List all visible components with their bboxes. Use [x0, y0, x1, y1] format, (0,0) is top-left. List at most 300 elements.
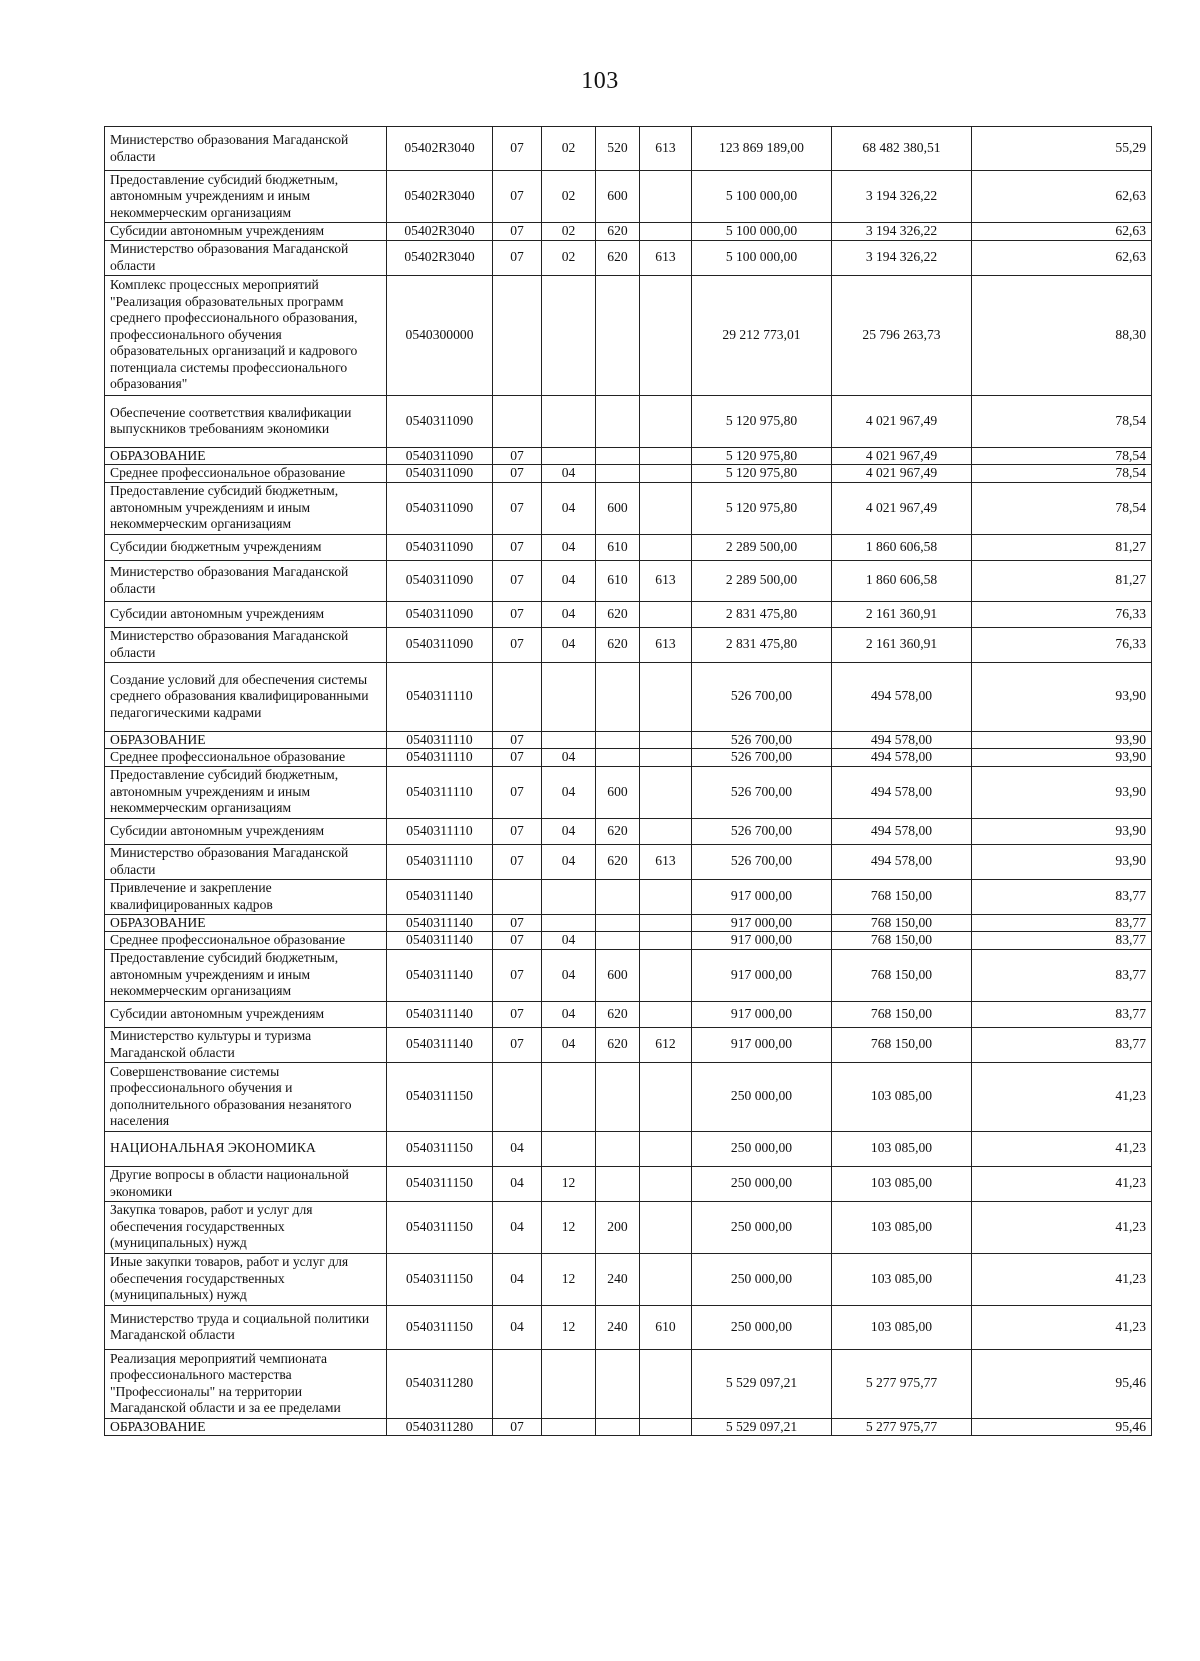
- subsection-cell: 04: [542, 749, 596, 767]
- actual-amount-cell: 768 150,00: [832, 879, 972, 914]
- section-cell: 07: [493, 447, 542, 465]
- planned-amount-cell: 917 000,00: [692, 932, 832, 950]
- main-administrator-cell: 613: [640, 627, 692, 662]
- execution-percent-cell: 78,54: [972, 447, 1152, 465]
- main-administrator-cell: [640, 275, 692, 395]
- execution-percent-cell: 83,77: [972, 879, 1152, 914]
- row-name-cell: Среднее профессиональное образование: [105, 749, 387, 767]
- planned-amount-cell: 250 000,00: [692, 1305, 832, 1349]
- actual-amount-cell: 4 021 967,49: [832, 395, 972, 447]
- actual-amount-cell: 103 085,00: [832, 1201, 972, 1253]
- execution-percent-cell: 76,33: [972, 601, 1152, 627]
- execution-percent-cell: 41,23: [972, 1062, 1152, 1131]
- expense-type-cell: [596, 1131, 640, 1166]
- section-cell: 07: [493, 627, 542, 662]
- actual-amount-cell: 68 482 380,51: [832, 127, 972, 171]
- main-administrator-cell: [640, 482, 692, 534]
- execution-percent-cell: 93,90: [972, 662, 1152, 731]
- actual-amount-cell: 4 021 967,49: [832, 465, 972, 483]
- table-row: [105, 482, 1152, 534]
- planned-amount-cell: 5 120 975,80: [692, 447, 832, 465]
- table-row: [105, 1305, 1152, 1349]
- expense-type-cell: [596, 1166, 640, 1201]
- target-article-cell: 0540311090: [387, 601, 493, 627]
- execution-percent-cell: 41,23: [972, 1253, 1152, 1305]
- planned-amount-cell: 526 700,00: [692, 844, 832, 879]
- actual-amount-cell: 2 161 360,91: [832, 601, 972, 627]
- section-cell: 04: [493, 1201, 542, 1253]
- target-article-cell: 0540311140: [387, 932, 493, 950]
- row-name-cell: ОБРАЗОВАНИЕ: [105, 731, 387, 749]
- table-row: [105, 627, 1152, 662]
- subsection-cell: 04: [542, 627, 596, 662]
- target-article-cell: 05402R3040: [387, 127, 493, 171]
- planned-amount-cell: 5 100 000,00: [692, 223, 832, 241]
- planned-amount-cell: 526 700,00: [692, 662, 832, 731]
- table-row: [105, 766, 1152, 818]
- main-administrator-cell: [640, 223, 692, 241]
- table-row: [105, 534, 1152, 560]
- section-cell: 07: [493, 127, 542, 171]
- table-row: [105, 171, 1152, 223]
- section-cell: 07: [493, 766, 542, 818]
- section-cell: 07: [493, 171, 542, 223]
- execution-percent-cell: 55,29: [972, 127, 1152, 171]
- planned-amount-cell: 526 700,00: [692, 731, 832, 749]
- row-name-cell: Субсидии бюджетным учреждениям: [105, 534, 387, 560]
- actual-amount-cell: 3 194 326,22: [832, 171, 972, 223]
- target-article-cell: 0540311150: [387, 1166, 493, 1201]
- planned-amount-cell: 123 869 189,00: [692, 127, 832, 171]
- subsection-cell: 02: [542, 171, 596, 223]
- expense-type-cell: [596, 731, 640, 749]
- planned-amount-cell: 526 700,00: [692, 749, 832, 767]
- main-administrator-cell: [640, 395, 692, 447]
- target-article-cell: 0540311110: [387, 749, 493, 767]
- main-administrator-cell: [640, 1349, 692, 1418]
- actual-amount-cell: 25 796 263,73: [832, 275, 972, 395]
- main-administrator-cell: 613: [640, 240, 692, 275]
- section-cell: 07: [493, 1418, 542, 1436]
- execution-percent-cell: 78,54: [972, 395, 1152, 447]
- target-article-cell: 0540311090: [387, 627, 493, 662]
- subsection-cell: [542, 447, 596, 465]
- row-name-cell: Предоставление субсидий бюджетным, автономным учреждениям и иным некоммерческим организациям: [105, 766, 387, 818]
- subsection-cell: 04: [542, 560, 596, 601]
- actual-amount-cell: 5 277 975,77: [832, 1349, 972, 1418]
- row-name-cell: Предоставление субсидий бюджетным, автономным учреждениям и иным некоммерческим организациям: [105, 482, 387, 534]
- expense-type-cell: [596, 465, 640, 483]
- actual-amount-cell: 3 194 326,22: [832, 240, 972, 275]
- subsection-cell: 02: [542, 223, 596, 241]
- planned-amount-cell: 917 000,00: [692, 1001, 832, 1027]
- actual-amount-cell: 4 021 967,49: [832, 482, 972, 534]
- table-row: [105, 395, 1152, 447]
- row-name-cell: Министерство образования Магаданской области: [105, 560, 387, 601]
- execution-percent-cell: 95,46: [972, 1349, 1152, 1418]
- row-name-cell: НАЦИОНАЛЬНАЯ ЭКОНОМИКА: [105, 1131, 387, 1166]
- subsection-cell: [542, 275, 596, 395]
- table-row: [105, 1253, 1152, 1305]
- row-name-cell: Субсидии автономным учреждениям: [105, 1001, 387, 1027]
- table-row: [105, 240, 1152, 275]
- expense-type-cell: 600: [596, 949, 640, 1001]
- section-cell: 07: [493, 914, 542, 932]
- target-article-cell: 0540311140: [387, 949, 493, 1001]
- row-name-cell: Реализация мероприятий чемпионата профессионального мастерства "Профессионалы" на территории Магаданской области и за ее пределами: [105, 1349, 387, 1418]
- section-cell: 07: [493, 560, 542, 601]
- expense-type-cell: [596, 662, 640, 731]
- expense-type-cell: 240: [596, 1253, 640, 1305]
- target-article-cell: 0540311280: [387, 1349, 493, 1418]
- section-cell: [493, 662, 542, 731]
- section-cell: 07: [493, 465, 542, 483]
- execution-percent-cell: 62,63: [972, 223, 1152, 241]
- expense-type-cell: [596, 914, 640, 932]
- expense-type-cell: 600: [596, 766, 640, 818]
- actual-amount-cell: 494 578,00: [832, 844, 972, 879]
- subsection-cell: 04: [542, 949, 596, 1001]
- main-administrator-cell: 612: [640, 1027, 692, 1062]
- target-article-cell: 0540300000: [387, 275, 493, 395]
- section-cell: 07: [493, 818, 542, 844]
- table-row: [105, 844, 1152, 879]
- expense-type-cell: 620: [596, 818, 640, 844]
- execution-percent-cell: 93,90: [972, 731, 1152, 749]
- table-row: [105, 879, 1152, 914]
- planned-amount-cell: 5 120 975,80: [692, 482, 832, 534]
- target-article-cell: 0540311090: [387, 482, 493, 534]
- expense-type-cell: [596, 1062, 640, 1131]
- target-article-cell: 0540311140: [387, 914, 493, 932]
- section-cell: 04: [493, 1131, 542, 1166]
- budget-execution-table: [104, 126, 1152, 1436]
- main-administrator-cell: [640, 171, 692, 223]
- planned-amount-cell: 526 700,00: [692, 766, 832, 818]
- row-name-cell: Привлечение и закрепление квалифицированных кадров: [105, 879, 387, 914]
- table-row: [105, 447, 1152, 465]
- expense-type-cell: [596, 275, 640, 395]
- section-cell: 07: [493, 731, 542, 749]
- main-administrator-cell: [640, 766, 692, 818]
- main-administrator-cell: 610: [640, 1305, 692, 1349]
- row-name-cell: ОБРАЗОВАНИЕ: [105, 914, 387, 932]
- section-cell: 07: [493, 949, 542, 1001]
- subsection-cell: [542, 662, 596, 731]
- row-name-cell: Закупка товаров, работ и услуг для обеспечения государственных (муниципальных) нужд: [105, 1201, 387, 1253]
- section-cell: [493, 1062, 542, 1131]
- subsection-cell: 04: [542, 1001, 596, 1027]
- expense-type-cell: 240: [596, 1305, 640, 1349]
- subsection-cell: 04: [542, 465, 596, 483]
- section-cell: 07: [493, 601, 542, 627]
- target-article-cell: 0540311140: [387, 879, 493, 914]
- row-name-cell: ОБРАЗОВАНИЕ: [105, 447, 387, 465]
- row-name-cell: Среднее профессиональное образование: [105, 932, 387, 950]
- actual-amount-cell: 494 578,00: [832, 766, 972, 818]
- subsection-cell: [542, 731, 596, 749]
- execution-percent-cell: 78,54: [972, 482, 1152, 534]
- expense-type-cell: 620: [596, 240, 640, 275]
- main-administrator-cell: [640, 914, 692, 932]
- main-administrator-cell: [640, 1253, 692, 1305]
- planned-amount-cell: 5 529 097,21: [692, 1418, 832, 1436]
- execution-percent-cell: 83,77: [972, 1001, 1152, 1027]
- execution-percent-cell: 41,23: [972, 1305, 1152, 1349]
- row-name-cell: Министерство образования Магаданской области: [105, 627, 387, 662]
- main-administrator-cell: [640, 1001, 692, 1027]
- table-row: [105, 1027, 1152, 1062]
- planned-amount-cell: 917 000,00: [692, 1027, 832, 1062]
- target-article-cell: 0540311090: [387, 465, 493, 483]
- subsection-cell: [542, 914, 596, 932]
- main-administrator-cell: [640, 662, 692, 731]
- subsection-cell: [542, 1131, 596, 1166]
- planned-amount-cell: 5 120 975,80: [692, 465, 832, 483]
- target-article-cell: 0540311150: [387, 1062, 493, 1131]
- section-cell: 04: [493, 1305, 542, 1349]
- row-name-cell: Иные закупки товаров, работ и услуг для обеспечения государственных (муниципальных) нужд: [105, 1253, 387, 1305]
- planned-amount-cell: 2 289 500,00: [692, 560, 832, 601]
- planned-amount-cell: 917 000,00: [692, 914, 832, 932]
- main-administrator-cell: [640, 1201, 692, 1253]
- subsection-cell: 04: [542, 1027, 596, 1062]
- planned-amount-cell: 917 000,00: [692, 879, 832, 914]
- expense-type-cell: 610: [596, 560, 640, 601]
- actual-amount-cell: 103 085,00: [832, 1062, 972, 1131]
- row-name-cell: ОБРАЗОВАНИЕ: [105, 1418, 387, 1436]
- target-article-cell: 05402R3040: [387, 171, 493, 223]
- section-cell: 07: [493, 534, 542, 560]
- main-administrator-cell: [640, 932, 692, 950]
- main-administrator-cell: [640, 1166, 692, 1201]
- row-name-cell: Предоставление субсидий бюджетным, автономным учреждениям и иным некоммерческим организациям: [105, 949, 387, 1001]
- subsection-cell: [542, 1349, 596, 1418]
- actual-amount-cell: 103 085,00: [832, 1166, 972, 1201]
- planned-amount-cell: 250 000,00: [692, 1131, 832, 1166]
- actual-amount-cell: 5 277 975,77: [832, 1418, 972, 1436]
- main-administrator-cell: 613: [640, 127, 692, 171]
- execution-percent-cell: 95,46: [972, 1418, 1152, 1436]
- execution-percent-cell: 93,90: [972, 844, 1152, 879]
- main-administrator-cell: [640, 731, 692, 749]
- table-row: [105, 601, 1152, 627]
- execution-percent-cell: 81,27: [972, 560, 1152, 601]
- main-administrator-cell: [640, 879, 692, 914]
- target-article-cell: 0540311140: [387, 1027, 493, 1062]
- section-cell: 04: [493, 1253, 542, 1305]
- planned-amount-cell: 2 289 500,00: [692, 534, 832, 560]
- expense-type-cell: 600: [596, 171, 640, 223]
- table-row: [105, 1166, 1152, 1201]
- actual-amount-cell: 768 150,00: [832, 1027, 972, 1062]
- execution-percent-cell: 93,90: [972, 818, 1152, 844]
- planned-amount-cell: 5 100 000,00: [692, 171, 832, 223]
- actual-amount-cell: 768 150,00: [832, 932, 972, 950]
- actual-amount-cell: 494 578,00: [832, 818, 972, 844]
- row-name-cell: Создание условий для обеспечения системы среднего образования квалифицированными педагогическими кадрами: [105, 662, 387, 731]
- expense-type-cell: [596, 395, 640, 447]
- main-administrator-cell: [640, 447, 692, 465]
- subsection-cell: 12: [542, 1166, 596, 1201]
- target-article-cell: 0540311090: [387, 447, 493, 465]
- expense-type-cell: 620: [596, 627, 640, 662]
- subsection-cell: 04: [542, 844, 596, 879]
- expense-type-cell: [596, 447, 640, 465]
- main-administrator-cell: [640, 749, 692, 767]
- execution-percent-cell: 83,77: [972, 1027, 1152, 1062]
- main-administrator-cell: 613: [640, 560, 692, 601]
- execution-percent-cell: 93,90: [972, 766, 1152, 818]
- expense-type-cell: 610: [596, 534, 640, 560]
- expense-type-cell: 520: [596, 127, 640, 171]
- actual-amount-cell: 4 021 967,49: [832, 447, 972, 465]
- table-row: [105, 949, 1152, 1001]
- actual-amount-cell: 103 085,00: [832, 1131, 972, 1166]
- target-article-cell: 0540311110: [387, 731, 493, 749]
- expense-type-cell: 620: [596, 1027, 640, 1062]
- target-article-cell: 0540311090: [387, 395, 493, 447]
- expense-type-cell: [596, 1418, 640, 1436]
- subsection-cell: 12: [542, 1253, 596, 1305]
- expense-type-cell: [596, 879, 640, 914]
- section-cell: 07: [493, 482, 542, 534]
- execution-percent-cell: 83,77: [972, 914, 1152, 932]
- table-row: [105, 914, 1152, 932]
- section-cell: 07: [493, 844, 542, 879]
- actual-amount-cell: 768 150,00: [832, 914, 972, 932]
- row-name-cell: Обеспечение соответствия квалификации выпускников требованиям экономики: [105, 395, 387, 447]
- target-article-cell: 0540311090: [387, 534, 493, 560]
- target-article-cell: 0540311150: [387, 1253, 493, 1305]
- subsection-cell: [542, 879, 596, 914]
- planned-amount-cell: 526 700,00: [692, 818, 832, 844]
- planned-amount-cell: 917 000,00: [692, 949, 832, 1001]
- section-cell: 07: [493, 1027, 542, 1062]
- main-administrator-cell: [640, 1062, 692, 1131]
- subsection-cell: 02: [542, 127, 596, 171]
- main-administrator-cell: [640, 534, 692, 560]
- main-administrator-cell: 613: [640, 844, 692, 879]
- actual-amount-cell: 494 578,00: [832, 749, 972, 767]
- actual-amount-cell: 103 085,00: [832, 1253, 972, 1305]
- execution-percent-cell: 41,23: [972, 1201, 1152, 1253]
- table-row: [105, 1131, 1152, 1166]
- execution-percent-cell: 83,77: [972, 949, 1152, 1001]
- row-name-cell: Субсидии автономным учреждениям: [105, 601, 387, 627]
- subsection-cell: [542, 395, 596, 447]
- target-article-cell: 0540311140: [387, 1001, 493, 1027]
- planned-amount-cell: 2 831 475,80: [692, 601, 832, 627]
- table-row: [105, 662, 1152, 731]
- table-row: [105, 275, 1152, 395]
- row-name-cell: Субсидии автономным учреждениям: [105, 818, 387, 844]
- table-row: [105, 127, 1152, 171]
- expense-type-cell: 620: [596, 223, 640, 241]
- planned-amount-cell: 5 120 975,80: [692, 395, 832, 447]
- execution-percent-cell: 41,23: [972, 1131, 1152, 1166]
- execution-percent-cell: 81,27: [972, 534, 1152, 560]
- row-name-cell: Министерство образования Магаданской области: [105, 240, 387, 275]
- planned-amount-cell: 250 000,00: [692, 1166, 832, 1201]
- row-name-cell: Министерство образования Магаданской области: [105, 127, 387, 171]
- row-name-cell: Предоставление субсидий бюджетным, автономным учреждениям и иным некоммерческим организациям: [105, 171, 387, 223]
- table-row: [105, 465, 1152, 483]
- section-cell: 07: [493, 240, 542, 275]
- table-row: [105, 749, 1152, 767]
- row-name-cell: Совершенствование системы профессионального обучения и дополнительного образования незанятого населения: [105, 1062, 387, 1131]
- section-cell: 07: [493, 223, 542, 241]
- section-cell: [493, 395, 542, 447]
- row-name-cell: Комплекс процессных мероприятий "Реализация образовательных программ среднего профессионального образования, профессионального обучения образовательных организаций и кадрового потенциала системы профессионального образования": [105, 275, 387, 395]
- actual-amount-cell: 3 194 326,22: [832, 223, 972, 241]
- expense-type-cell: [596, 749, 640, 767]
- row-name-cell: Другие вопросы в области национальной экономики: [105, 1166, 387, 1201]
- section-cell: 04: [493, 1166, 542, 1201]
- subsection-cell: 04: [542, 601, 596, 627]
- expense-type-cell: [596, 1349, 640, 1418]
- subsection-cell: 12: [542, 1201, 596, 1253]
- row-name-cell: Субсидии автономным учреждениям: [105, 223, 387, 241]
- section-cell: [493, 1349, 542, 1418]
- target-article-cell: 05402R3040: [387, 240, 493, 275]
- main-administrator-cell: [640, 949, 692, 1001]
- target-article-cell: 0540311090: [387, 560, 493, 601]
- planned-amount-cell: 5 100 000,00: [692, 240, 832, 275]
- table-row: [105, 1418, 1152, 1436]
- expense-type-cell: 620: [596, 1001, 640, 1027]
- expense-type-cell: 600: [596, 482, 640, 534]
- subsection-cell: 02: [542, 240, 596, 275]
- planned-amount-cell: 250 000,00: [692, 1062, 832, 1131]
- actual-amount-cell: 2 161 360,91: [832, 627, 972, 662]
- table-row: [105, 1062, 1152, 1131]
- expense-type-cell: [596, 932, 640, 950]
- section-cell: 07: [493, 932, 542, 950]
- table-row: [105, 731, 1152, 749]
- actual-amount-cell: 768 150,00: [832, 949, 972, 1001]
- execution-percent-cell: 78,54: [972, 465, 1152, 483]
- table-row: [105, 1201, 1152, 1253]
- table-row: [105, 932, 1152, 950]
- table-row: [105, 1001, 1152, 1027]
- main-administrator-cell: [640, 465, 692, 483]
- main-administrator-cell: [640, 1131, 692, 1166]
- actual-amount-cell: 768 150,00: [832, 1001, 972, 1027]
- planned-amount-cell: 2 831 475,80: [692, 627, 832, 662]
- section-cell: [493, 275, 542, 395]
- actual-amount-cell: 1 860 606,58: [832, 560, 972, 601]
- target-article-cell: 0540311150: [387, 1131, 493, 1166]
- page-number: 103: [581, 68, 619, 94]
- execution-percent-cell: 88,30: [972, 275, 1152, 395]
- actual-amount-cell: 103 085,00: [832, 1305, 972, 1349]
- planned-amount-cell: 250 000,00: [692, 1253, 832, 1305]
- main-administrator-cell: [640, 601, 692, 627]
- target-article-cell: 0540311110: [387, 818, 493, 844]
- target-article-cell: 0540311150: [387, 1201, 493, 1253]
- table-row: [105, 1349, 1152, 1418]
- expense-type-cell: 620: [596, 844, 640, 879]
- execution-percent-cell: 62,63: [972, 240, 1152, 275]
- subsection-cell: 04: [542, 482, 596, 534]
- subsection-cell: 04: [542, 534, 596, 560]
- target-article-cell: 0540311110: [387, 662, 493, 731]
- actual-amount-cell: 494 578,00: [832, 662, 972, 731]
- target-article-cell: 0540311280: [387, 1418, 493, 1436]
- subsection-cell: 04: [542, 766, 596, 818]
- execution-percent-cell: 41,23: [972, 1166, 1152, 1201]
